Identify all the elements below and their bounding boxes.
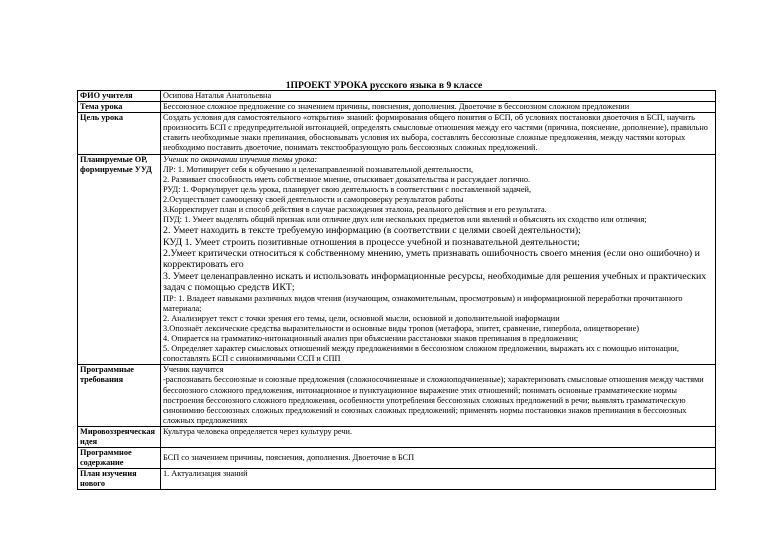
row-outcomes [78,154,716,365]
value-content: БСП со значением причины, пояснения, дополнения. Двоеточие в БСП [161,448,716,469]
outcome-line: 3.Корректирует план и способ действия в случае расхождения эталона, реального действия и его результата. [163,205,547,215]
requirements-intro: Ученик научится [163,365,224,375]
outcome-line: ПР: 1. Владеет навыками различных видов чтения (изучающим, ознакомительным, просмотровым) и информационной переработки прочитанного материала; [163,293,683,313]
label-requirements: Программные требования [78,365,161,427]
page-title: 1ПРОЕКТ УРОКА русского языка в 9 классе [285,80,483,91]
value-requirements [161,365,716,427]
value-outcomes [161,154,716,365]
outcome-line: ЛР: 1. Мотивирует себя к обучению и целенаправленной познавательной деятельности, [163,164,474,174]
outcome-line: РУД: 1. Формулирует цель урока, планирует свою деятельность в соответствии с поставленной задачей, [163,184,532,194]
outcome-line: ПУД: 1. Умеет выделять общий признак или отличие двух или нескольких предметов или явлений и объяснять их сходство или отличия; [163,215,647,225]
outcome-line: 2. Умеет находить в тексте требуемую информацию (в соответствии с целями своей деятельности); [163,225,581,237]
outcome-line: Ученик по окончании изучения темы урока: [163,154,318,164]
outcome-line: 2. Анализирует текст с точки зрения его темы, цели, основной мысли, основной и дополнительной информации [163,313,560,323]
value-goal: Создать условия для самостоятельного «открытия» знаний: формирования общего понятия о БСП, об условиях постановки двоеточия в БСП, научить произносить БСП с предупредительной интонацией, определять смысловые отношения между его частями (причина, пояснение, дополнение), правильно ставить необходимые знаки препинания, обосновывать условия их выбора, составлять бессоюзные сложные предложения, между частями которых необходимо поставить двоеточие, понимать текстообразующую роль бессоюзных сложных предложений. [161,113,716,154]
value-topic: Бессоюзное сложное предложение со значением причины, пояснения, дополнения. Двоеточие в бессоюзном сложном предложении [161,102,716,113]
row-topic [78,102,716,113]
outcome-line: 2. Развивает способность иметь собственное мнение, отыскивает доказательства и рассуждает логично. [163,174,531,184]
label-teacher: ФИО учителя [78,91,161,102]
label-outcomes: Планируемые ОР, формируемые УУД [78,154,161,365]
outcome-line: 4. Опирается на грамматико-интонационный анализ при объяснении расстановки знаков препинания в предложении; [163,334,579,344]
outcome-line: 2.Умеет критически относиться к собственному мнению, уметь признавать ошибочность своего мнения (если оно ошибочно) и корректировать его [163,248,700,271]
value-teacher: Осипова Наталья Анатольевна [161,91,716,102]
row-goal [78,113,716,154]
label-worldview: Мировоззренческая идея [78,426,161,447]
label-content: Программное содержание [78,448,161,469]
value-worldview: Культура человека определяется через культуру речи. [161,426,716,447]
label-topic: Тема урока [78,102,161,113]
requirements-text: -распознавать бессоюзные и союзные предложения (сложносочиненные и сложноподчиненные); характеризовать смысловые отношения между частями бессоюзного сложного предложения, интонационное и пунктуационное выражение этих отношений; понимать основные грамматические нормы построения бессоюзного сложного предложения, особенности употребления бессоюзных сложных предложений в речи; выявлять грамматическую синонимию бессоюзных сложных предложений и союзных сложных предложений; применять нормы постановки знаков препинания в бессоюзных сложных предложениях [163,375,704,425]
outcome-line: КУД 1. Умеет строить позитивные отношения в процессе учебной и познавательной деятельности; [163,236,580,248]
outcome-line: 2.Осуществляет самооценку своей деятельности и самопроверку результатов работы [163,194,464,204]
outcome-line: 5. Определяет характер смысловых отношений между предложениями в бессоюзном сложном предложении, выражать их с помощью интонации, сопоставлять БСП с синонимичными ССП и СПП [163,344,679,364]
label-goal: Цель урока [78,113,161,154]
label-plan: План изучения нового [78,469,161,490]
row-worldview [78,426,716,447]
value-plan: 1. Актуализация знаний [161,469,716,490]
lesson-plan-table [77,90,716,490]
row-plan [78,469,716,490]
row-requirements [78,365,716,427]
outcome-line: 3.Опознаёт лексические средства выразительности и основные виды тропов (метафора, эпитет, сравнение, гипербола, олицетворение) [163,323,640,333]
outcome-line: 3. Умеет целенаправленно искать и использовать информационные ресурсы, необходимые для решения учебных и практических задач с помощью средств ИКТ; [163,270,707,294]
row-content [78,448,716,469]
row-teacher [78,91,716,102]
